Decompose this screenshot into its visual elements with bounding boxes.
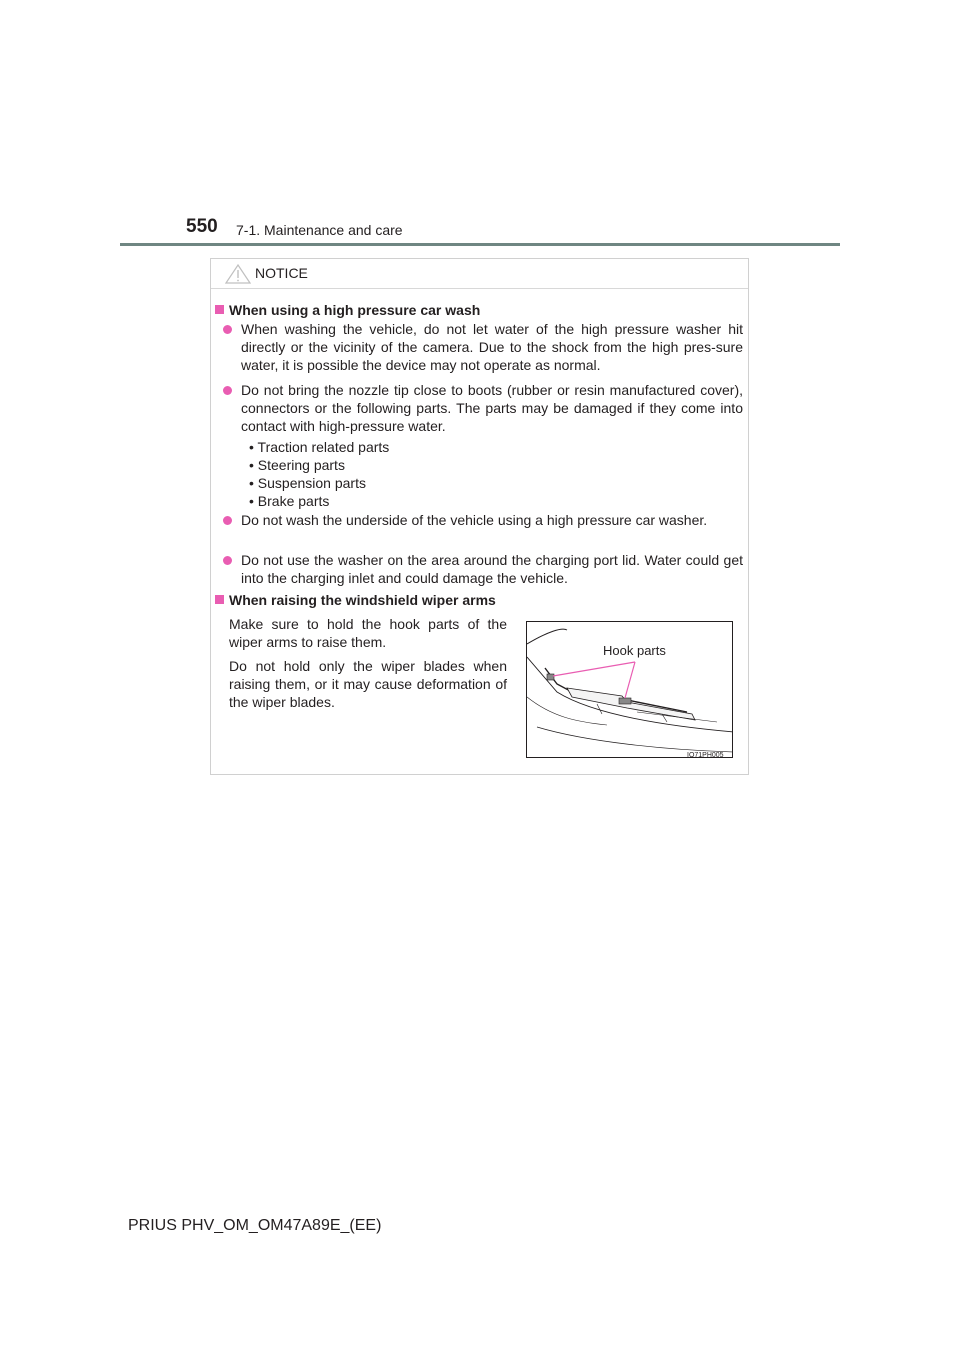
section-heading-wiper-arms: [215, 591, 496, 609]
notice-header: [211, 259, 748, 289]
list-item: [223, 320, 743, 374]
notice-box: [210, 258, 749, 775]
sub-list-item: • Traction related parts: [249, 439, 390, 455]
list-item-text: Do not wash the underside of the vehicle using a high pressure car washer.: [241, 512, 708, 528]
list-item: [223, 381, 743, 435]
notice-title: NOTICE: [255, 265, 308, 281]
page-number: 550: [186, 216, 218, 237]
list-item: [223, 511, 743, 529]
section-heading-high-pressure: [215, 301, 480, 319]
circle-bullet-icon: [223, 386, 232, 395]
figure-label: Hook parts: [603, 643, 666, 658]
square-bullet-icon: [215, 595, 224, 604]
sub-list-item: • Steering parts: [249, 457, 345, 473]
header-rule: [120, 243, 840, 246]
wiper-figure: [526, 621, 733, 758]
list-item-text: Do not bring the nozzle tip close to boots (rubber or resin manufactured cover), connectors or the following parts. The parts may be damaged if they come into contact with high-pressure water.: [241, 382, 743, 434]
circle-bullet-icon: [223, 516, 232, 525]
section-heading-text: When using a high pressure car wash: [229, 302, 481, 318]
list-item-text: Do not use the washer on the area around the charging port lid. Water could get into the charging inlet and could damage the vehicle.: [241, 552, 743, 586]
sub-list-item: • Brake parts: [249, 493, 330, 509]
wiper-instructions: [229, 615, 507, 717]
paragraph: Make sure to hold the hook parts of the wiper arms to raise them.: [229, 616, 507, 650]
circle-bullet-icon: [223, 325, 232, 334]
circle-bullet-icon: [223, 556, 232, 565]
list-item-text: When washing the vehicle, do not let water of the high pressure washer hit directly or the vicinity of the camera. Due to the shock from the high pres-sure water, it is possible the device may not operate as normal.: [241, 321, 743, 373]
paragraph: Do not hold only the wiper blades when raising them, or it may cause deformation of the wiper blades.: [229, 658, 507, 710]
list-item: [223, 551, 743, 587]
figure-code: IO71PH005: [687, 752, 724, 758]
square-bullet-icon: [215, 305, 224, 314]
sub-list-item: • Suspension parts: [249, 475, 366, 491]
footer-manual-id: PRIUS PHV_OM_OM47A89E_(EE): [128, 1217, 382, 1234]
section-title: 7-1. Maintenance and care: [236, 222, 403, 238]
warning-triangle-icon: [225, 264, 251, 284]
section-heading-text: When raising the windshield wiper arms: [229, 592, 496, 608]
